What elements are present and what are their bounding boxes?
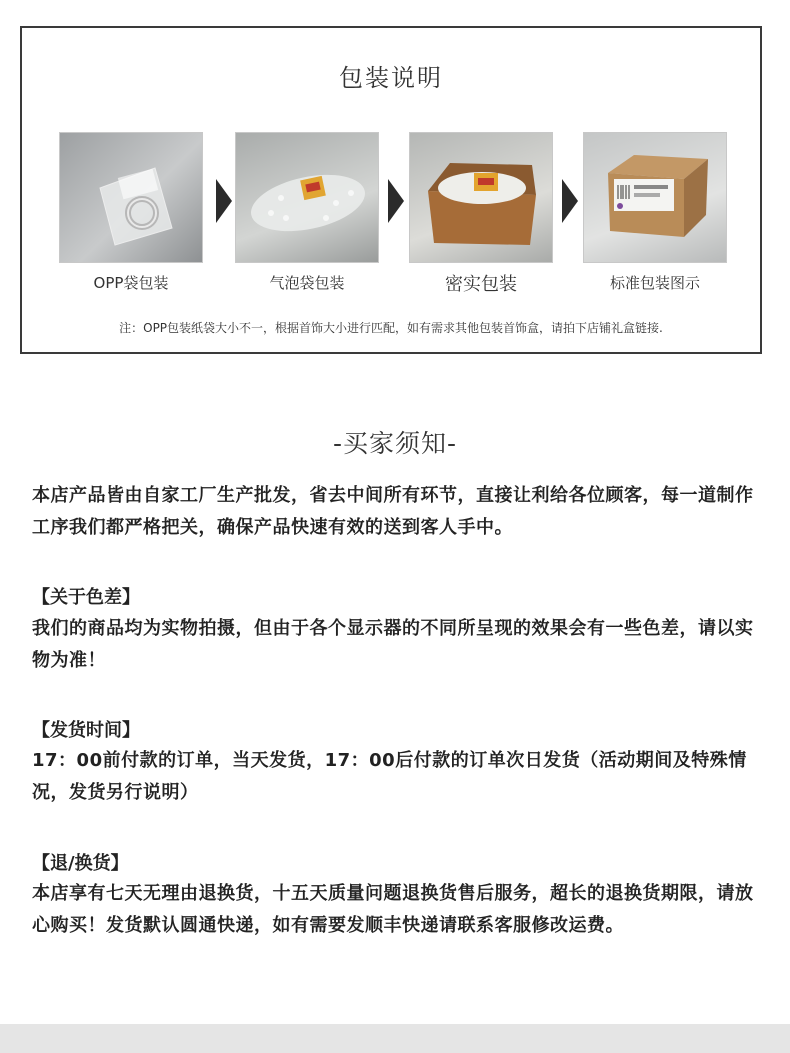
- step-label-opp: OPP袋包装: [93, 274, 169, 292]
- arrow-icon: [388, 179, 404, 223]
- intro-paragraph: 本店产品皆由自家工厂生产批发，省去中间所有环节，直接让利给各位顾客，每一道制作工序我们都严格把关，确保产品快速有效的送到客人手中。: [32, 485, 754, 538]
- packaging-title: 包装说明: [339, 64, 443, 92]
- packaging-step-opp: [59, 132, 203, 292]
- sealed-box-photo: [409, 132, 553, 263]
- packaging-step-standard: [583, 132, 727, 292]
- packaging-step-sealed: [409, 132, 553, 295]
- shipping-time-text: 17：00前付款的订单，当天发货，17：00后付款的订单次日发货（活动期间及特殊情况，发货另行说明）: [32, 750, 747, 803]
- return-text: 本店享有七天无理由退换货，十五天质量问题退换货售后服务，超长的退换货期限，请放心购买！发货默认圆通快递，如有需要发顺丰快递请联系客服修改运费。: [32, 883, 754, 936]
- bubble-bag-photo: [235, 132, 379, 263]
- arrow-icon: [562, 179, 578, 223]
- step-label-bubble: 气泡袋包装: [269, 274, 345, 292]
- footer-divider: [0, 1024, 790, 1053]
- arrow-icon: [216, 179, 232, 223]
- opp-bag-photo: [59, 132, 203, 263]
- color-diff-heading: 【关于色差】: [32, 587, 140, 608]
- packaging-panel: [20, 26, 762, 354]
- color-diff-text: 我们的商品均为实物拍摄，但由于各个显示器的不同所呈现的效果会有一些色差，请以实物为准！: [32, 618, 754, 671]
- shipping-time-heading: 【发货时间】: [32, 720, 140, 741]
- return-heading: 【退/换货】: [32, 853, 129, 874]
- packaging-step-bubble: [235, 132, 379, 292]
- step-label-sealed: 密实包装: [445, 274, 517, 295]
- buyer-notice-title: -买家须知-: [332, 429, 458, 458]
- packaging-note: 注：OPP包装纸袋大小不一，根据首饰大小进行匹配，如有需求其他包装首饰盒，请拍下店铺礼盒链接.: [119, 321, 663, 335]
- step-label-standard: 标准包装图示: [609, 274, 700, 292]
- standard-box-photo: [583, 132, 727, 263]
